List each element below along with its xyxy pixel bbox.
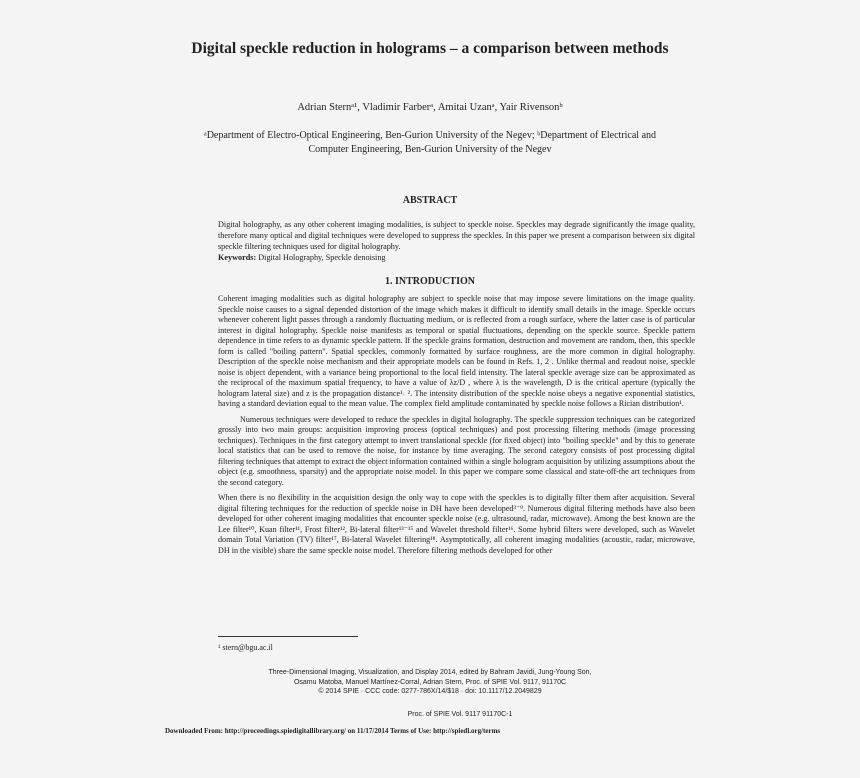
footnote-divider: [218, 636, 358, 637]
paper-title: Digital speckle reduction in holograms – a comparison between methods: [191, 40, 669, 57]
page-number: Proc. of SPIE Vol. 9117 91170C-1: [407, 711, 513, 718]
abstract-text: Digital holography, as any other coherent imaging modalities, is subject to speckle noise. Speckles may degrade significantly the image quality, therefore many optical and digital techniques were developed to suppress the speckles. In this paper we present a comparison between six digital speckle filtering techniques used for digital holography.: [218, 220, 695, 251]
keywords-text: Digital Holography, Speckle denoising: [256, 253, 386, 262]
conference-line-2: Osamu Matoba, Manuel Martínez-Corral, Adrian Stern, Proc. of SPIE Vol. 9117, 91170C: [293, 678, 567, 686]
intro-paragraph-2: Numerous techniques were developed to reduce the speckles in digital holography. The speckle suppression techniques can be categorized grossly into two main groups: acquisition improving process (optical techniques) and post processing filtering methods (image processing techniques). Techniques in the first category attempt to invert translational speckle (for fixed object) into "boiling speckle" and by this to generate local statistics that can be used to remove the noise, for instance by time averaging. The second category consists of post processing digital filtering techniques that attempt to extract the object information contained within a single hologram acquisition by utilizing assumptions about the object (e.g. smoothness, sparsity) and the appropriate noise model. In this paper we compare some classical and state-off-the art techniques from the second category.: [218, 414, 695, 487]
conference-line-1: Three-Dimensional Imaging, Visualization, and Display 2014, edited by Bahram Javidi, Jung-Young Son,: [268, 669, 592, 676]
keywords-label: Keywords:: [218, 253, 257, 262]
abstract-heading: ABSTRACT: [402, 195, 458, 206]
affiliations: ᵃDepartment of Electro-Optical Engineering, Ben-Gurion University of the Negev; ᵇDepartment of Electrical and Computer Engineering, Ben-Gurion University of the Negev: [203, 130, 657, 155]
conference-line-3: © 2014 SPIE · CCC code: 0277-786X/14/$18 · doi: 10.1117/12.2049829: [318, 688, 542, 695]
introduction-body: [218, 294, 695, 561]
intro-paragraph-1: Coherent imaging modalities such as digital holography are subject to speckle noise that may impose severe limitations on the image quality. Speckle noise causes to a signal depended distortion of the image which makes it difficult to identify small details in the image. Speckle occurs whenever coherent light passes through a randomly fluctuating medium, or is reflected from a rough surface, where the latter case is of particular interest in digital holography. Speckle noise manifests as temporal or spatial fluctuations, depending on the speckle source. Speckle pattern dependence in time refers to as dynamic speckle pattern. If the speckle grains formation, destruction and movement are random, then, this speckle form is called "boiling pattern". Spatial speckles, commonly formatted by surface roughness, are the more common in digital holography. Description of the speckle noise mechanism and their appropriate models can be found in Refs. 1, 2 . Unlike thermal and readout noise, speckle noise is object dependent, with a variance being proportional to the local field intensity. The lateral speckle average size can be approximated as the reciprocal of the maximum spatial frequency, to have a value of λz/D , where λ is the wavelength, D is the critical aperture (typically the hologram lateral size) and z is the propagation distance¹˒ ². The intensity distribution of the speckle noise obeys a negative exponential statistics, having a standard deviation equal to the mean value. The complex field amplitude contaminated by speckle noise follows a Rician distribution¹.: [218, 294, 695, 408]
conference-citation: [230, 668, 630, 697]
author-list: Adrian Sternᵃ¹, Vladimir Farberᵃ, Amitai Uzanᵃ, Yair Rivensonᵇ: [297, 102, 563, 113]
intro-paragraph-3: When there is no flexibility in the acquisition design the only way to cope with the speckles is to digitally filter them after acquisition. Several digital filtering techniques for the reduction of speckle noise in DH have been developed³⁻⁹. Numerous digital filtering methods have also been developed for other coherent imaging modalities that encounter speckle noise (e.g. ultrasound, radar, microwave). Among the best known are the Lee filter¹⁰, Kuan filter¹¹, Frost filter¹², Bi-lateral filter¹³⁻¹⁵ and Wavelet threshold filter¹⁶. Some hybrid filters were developed, such as Wavelet domain Total Variation (TV) filter¹⁷, Bi-lateral Wavelet filtering¹⁸. Asymptotically, all coherent imaging modalities (acoustic, radar, microwave, DH in the visible) share the same speckle noise model. Therefore filtering methods developed for other: [218, 493, 695, 555]
footnote: ¹ stern@bgu.ac.il: [218, 643, 273, 652]
download-notice: Downloaded From: http://proceedings.spiedigitallibrary.org/ on 11/17/2014 Terms of Use: http://spiedl.org/terms: [165, 727, 501, 735]
introduction-heading: 1. INTRODUCTION: [384, 276, 475, 287]
abstract-body: [218, 219, 695, 263]
